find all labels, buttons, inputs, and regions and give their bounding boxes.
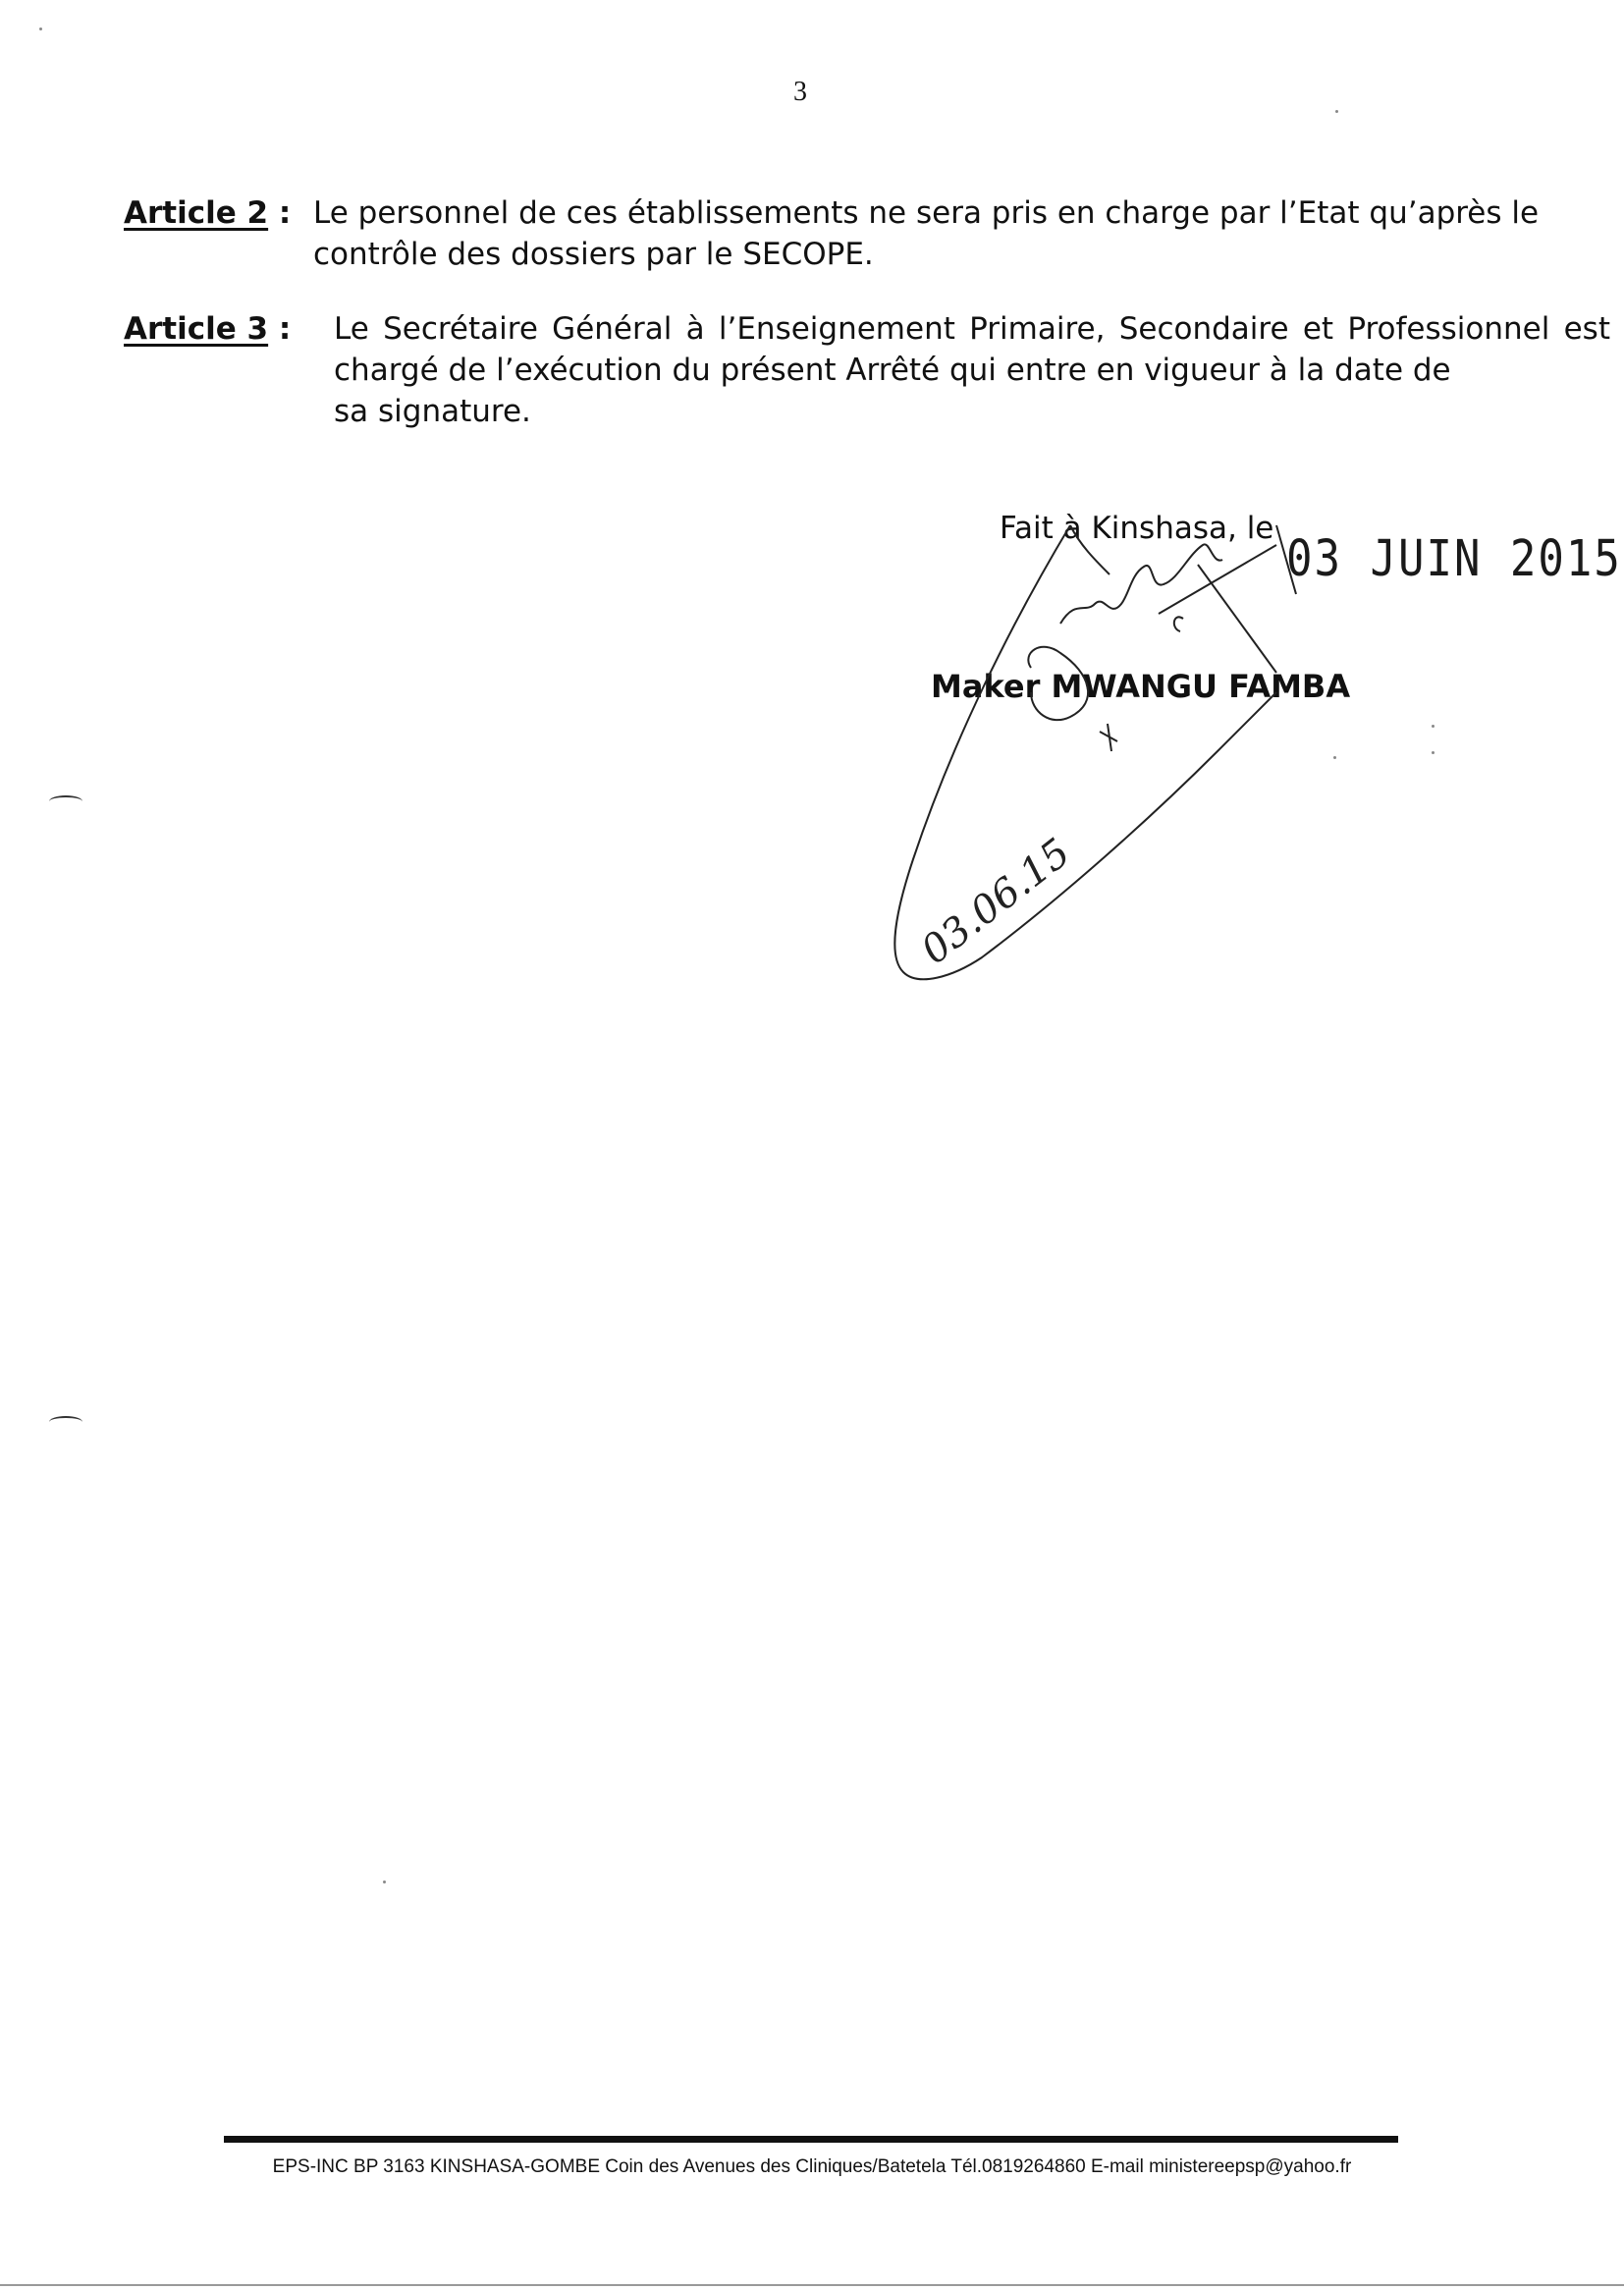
article-3-separator: : [268,311,292,347]
margin-mark [49,1416,82,1428]
page-bottom-edge [0,2284,1624,2286]
article-3-heading [124,308,291,350]
scan-speck [1432,751,1435,754]
place-line: Fait à Kinshasa, le [1000,511,1274,546]
signatory-name: Maker MWANGU FAMBA [931,668,1351,705]
article-2-text: Le personnel de ces établissements ne sera pris en charge par l’Etat qu’après le contrôle des dossiers par le SECOPE. [313,195,1540,272]
article-3-text-main: Le Secrétaire Général à l’Enseignement Primaire, Secondaire et Professionnel est chargé de l’exécution du présent Arrêté qui entre en vigueur à la date de [334,311,1610,388]
article-2-heading [124,192,291,234]
footer-rule [224,2136,1398,2143]
article-3-label: Article 3 [124,311,269,347]
article-2-separator: : [268,195,292,231]
date-stamp: 03 JUIN 2015 [1286,530,1622,588]
page-number: 3 [793,77,807,107]
article-3-text [334,308,1610,473]
article-2-label: Article 2 [124,195,269,231]
article-3-text-last: sa signature. [334,394,531,429]
scan-speck [1335,110,1338,113]
scan-speck [39,27,42,30]
handwritten-date: 03.06.15 [913,830,1079,974]
scan-speck [1432,725,1435,728]
scan-speck [383,1881,386,1883]
scan-speck [1333,756,1336,759]
footer-address: EPS-INC BP 3163 KINSHASA-GOMBE Coin des Avenues des Cliniques/Batetela Tél.0819264860 E-mail ministereepsp@yahoo.fr [272,2156,1352,2177]
margin-mark [49,795,82,807]
